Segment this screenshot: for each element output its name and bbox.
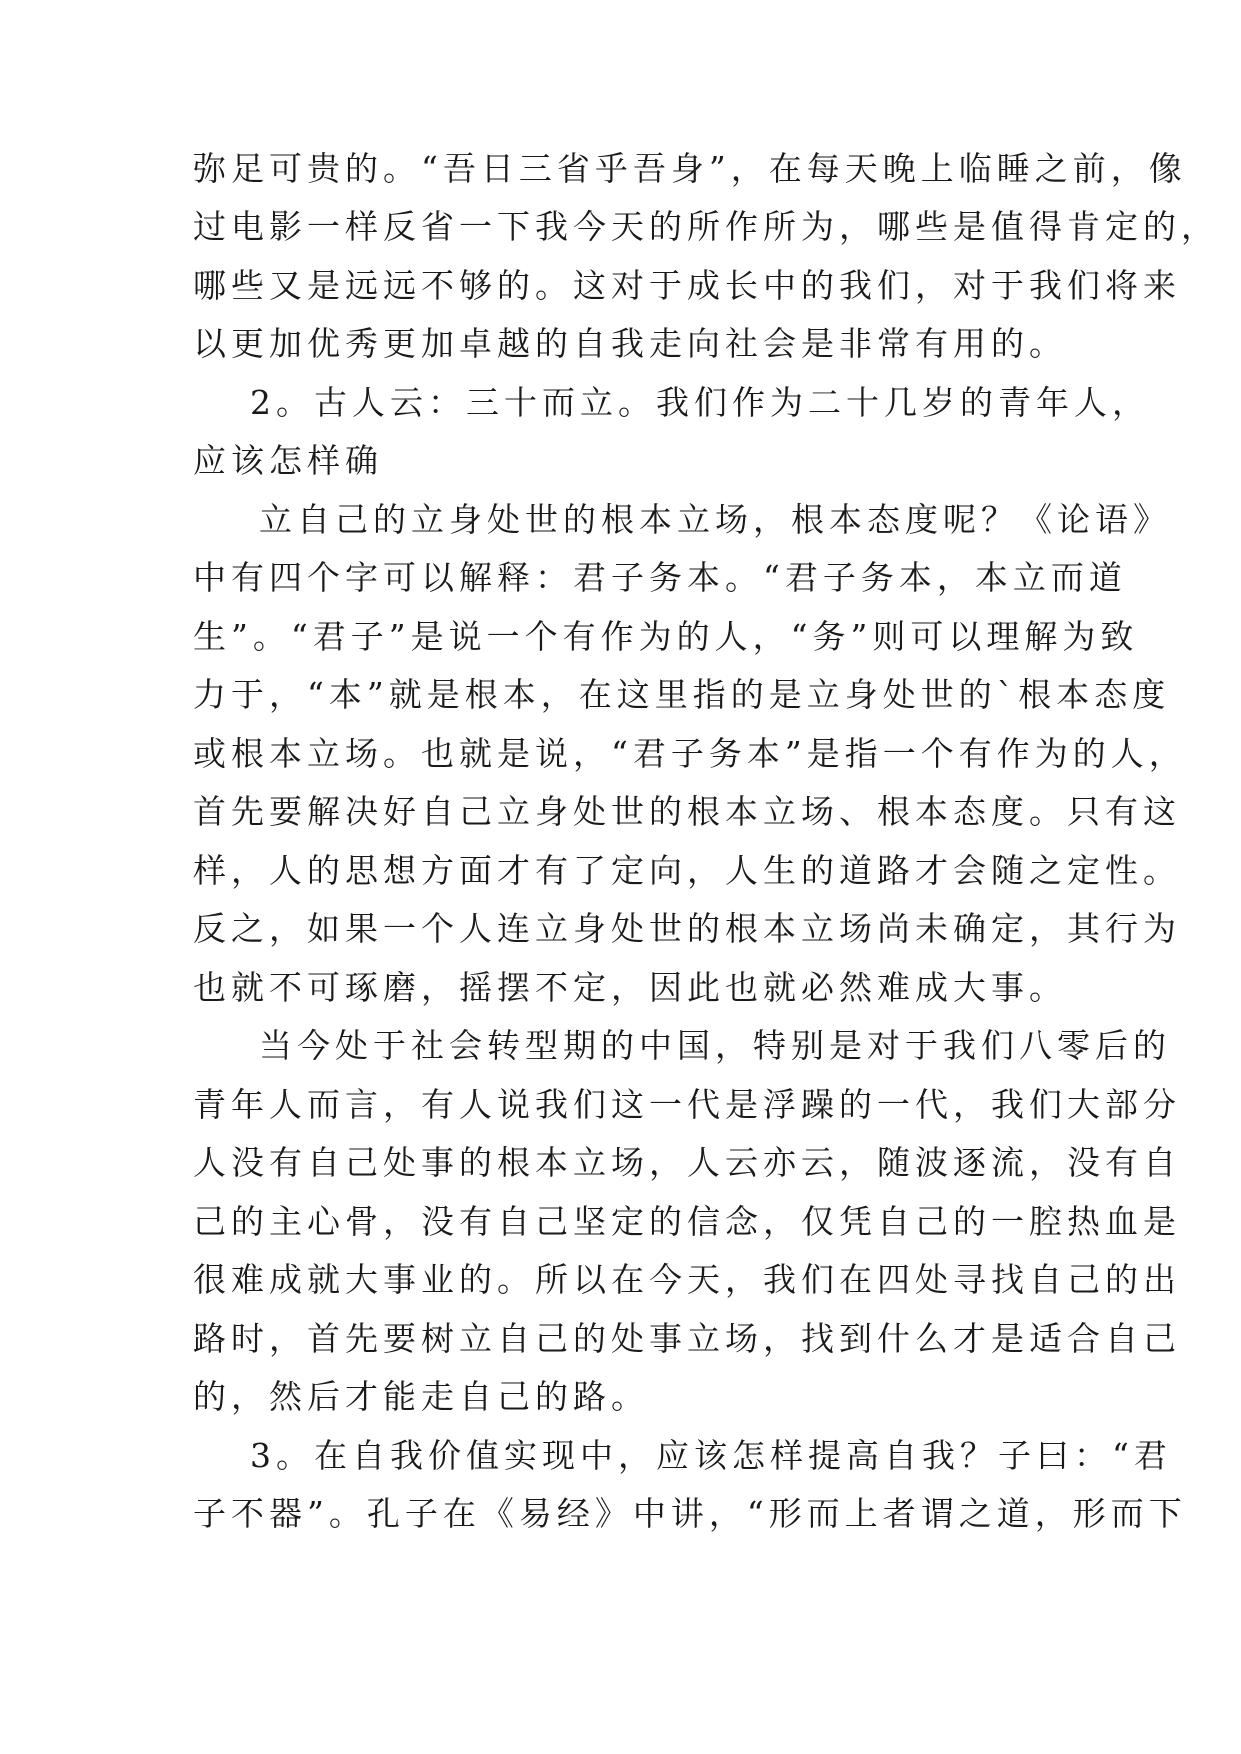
text-line: 生”。“君子”是说一个有作为的人，“务”则可以理解为致 [193,617,1139,656]
text-line: 的，然后才能走自己的路。 [193,1377,649,1416]
text-line: 应该怎样确 [193,441,383,480]
text-line: 过电影一样反省一下我今天的所作所为，哪些是值得肯定的， [193,207,1219,246]
text-line: 中有四个字可以解释：君子务本。“君子务本，本立而道 [193,558,1127,597]
text-line: 以更加优秀更加卓越的自我走向社会是非常有用的。 [193,324,1067,363]
text-line: 立自己的立身处世的根本立场，根本态度呢？《论语》 [259,500,1171,539]
text-line: 当今处于社会转型期的中国，特别是对于我们八零后的 [259,1026,1171,1065]
text-line: 反之，如果一个人连立身处世的根本立场尚未确定，其行为 [193,909,1181,948]
text-line: 样，人的思想方面才有了定向，人生的道路才会随之定性。 [193,851,1181,890]
text-line: 力于，“本”就是根本，在这里指的是立身处世的`根本态度 [193,675,1171,714]
text-line: 青年人而言，有人说我们这一代是浮躁的一代，我们大部分 [193,1085,1181,1124]
text-line: 首先要解决好自己立身处世的根本立场、根本态度。只有这 [193,792,1181,831]
text-line: 很难成就大事业的。所以在今天，我们在四处寻找自己的出 [193,1260,1181,1299]
text-line: 人没有自己处事的根本立场，人云亦云，随波逐流，没有自 [193,1143,1181,1182]
text-line: 己的主心骨，没有自己坚定的信念，仅凭自己的一腔热血是 [193,1202,1181,1241]
text-line: 2。古人云：三十而立。我们作为二十几岁的青年人， [250,383,1150,422]
text-line: 弥足可贵的。“吾日三省乎吾身”，在每天晚上临睡之前，像 [193,149,1187,188]
text-line: 也就不可琢磨，摇摆不定，因此也就必然难成大事。 [193,968,1067,1007]
text-line: 哪些又是远远不够的。这对于成长中的我们，对于我们将来 [193,266,1181,305]
text-line: 子不器”。孔子在《易经》中讲，“形而上者谓之道，形而下 [193,1494,1187,1533]
text-line: 3。在自我价值实现中，应该怎样提高自我？子曰：“君 [250,1436,1172,1475]
text-line: 或根本立场。也就是说，“君子务本”是指一个有作为的人， [193,734,1187,773]
text-line: 路时，首先要树立自己的处事立场，找到什么才是适合自己 [193,1319,1181,1358]
